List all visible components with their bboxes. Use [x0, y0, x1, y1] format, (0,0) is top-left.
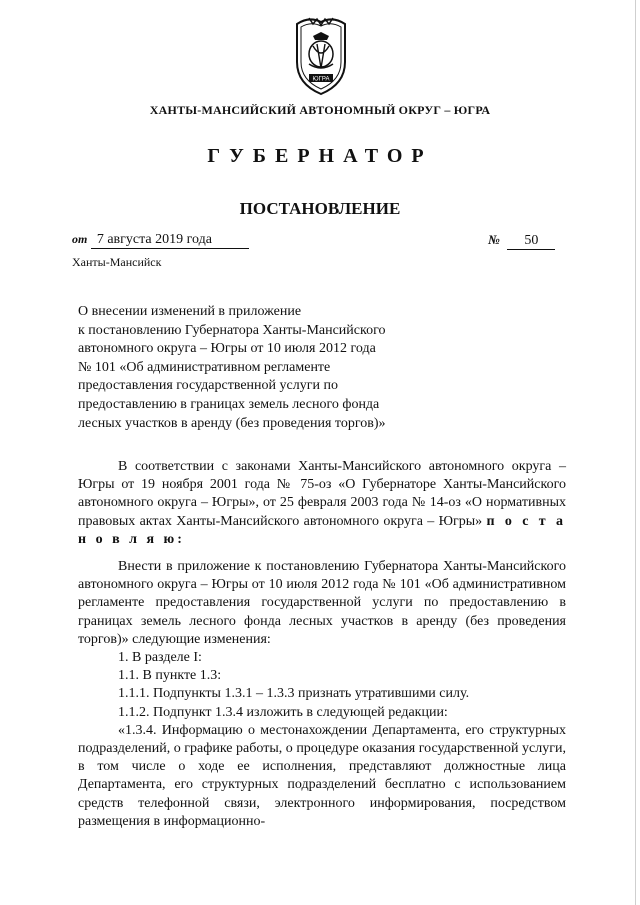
subject-line: предоставлению в границах земель лесного фонда: [78, 396, 380, 412]
preamble-text: В соответствии с законами Ханты-Мансийского автономного округа – Югры от 19 ноября 2001 года № 75-оз «О Губернаторе Ханты-Мансийского автономного округа – Югры», от 25 февраля 2003 года № 14-оз «О нормативных правовых актах Ханты-Мансийского автономного округа – Югры»: [78, 459, 566, 529]
resolve-word: п о с т а н о в л я ю:: [78, 513, 566, 547]
subject-line: предоставления государственной услуги по: [78, 378, 338, 394]
quote-1-3-4: «1.3.4. Информацию о местонахождении Департамента, его структурных подразделений, о графике работы, о процедуре оказания государственной услуги, в том числе о ходе ее исполнения, представляют должностные лица Департамента, его структурных подразделений бесплатно с использованием средств телефонной связи, электронного информирования, посредством размещения в информационно-: [78, 722, 566, 829]
document-type-title: ПОСТАНОВЛЕНИЕ: [239, 199, 401, 218]
document-date: 7 августа 2019 года: [91, 232, 249, 249]
document-body: [78, 458, 566, 831]
document-number: 50: [507, 233, 555, 250]
subject-line: О внесении изменений в приложение: [78, 304, 302, 319]
item-1-1-2: 1.1.2. Подпункт 1.3.4 изложить в следующей редакции:: [118, 704, 448, 720]
number-prefix: №: [488, 232, 500, 247]
page-edge-line: [635, 0, 636, 905]
subject-line: лесных участков в аренду (без проведения торгов)»: [78, 415, 386, 431]
preamble-paragraph: [78, 458, 566, 549]
item-1: 1. В разделе I:: [118, 650, 202, 666]
subject-line: автономного округа – Югры от 10 июля 2012 года: [78, 341, 376, 357]
svg-text:ЮГРА: ЮГРА: [312, 76, 330, 83]
coat-of-arms-emblem: [289, 14, 353, 98]
item-1-1: 1.1. В пункте 1.3:: [118, 668, 222, 684]
authority-title: ГУБЕРНАТОР: [207, 145, 433, 167]
decree-paragraph: Внести в приложение к постановлению Губернатора Ханты-Мансийского автономного округа – Югры от 10 июля 2012 года № 101 «Об административном регламенте предоставления государственной услуги по предоставлению в границах земель лесного фонда лесных участков в аренду (без проведения торгов)» следующие изменения:: [78, 559, 566, 647]
region-title: ХАНТЫ-МАНСИЙСКИЙ АВТОНОМНЫЙ ОКРУГ – ЮГРА: [149, 103, 491, 117]
item-1-1-1: 1.1.1. Подпункты 1.3.1 – 1.3.3 признать утратившими силу.: [118, 686, 470, 702]
city-name: Ханты-Мансийск: [72, 255, 162, 269]
document-subject: [78, 303, 438, 433]
date-line: [72, 232, 249, 249]
subject-line: к постановлению Губернатора Ханты-Мансийского: [78, 322, 386, 338]
number-line: [488, 232, 555, 250]
date-prefix: от: [72, 232, 88, 246]
subject-line: № 101 «Об административном регламенте: [78, 359, 331, 375]
